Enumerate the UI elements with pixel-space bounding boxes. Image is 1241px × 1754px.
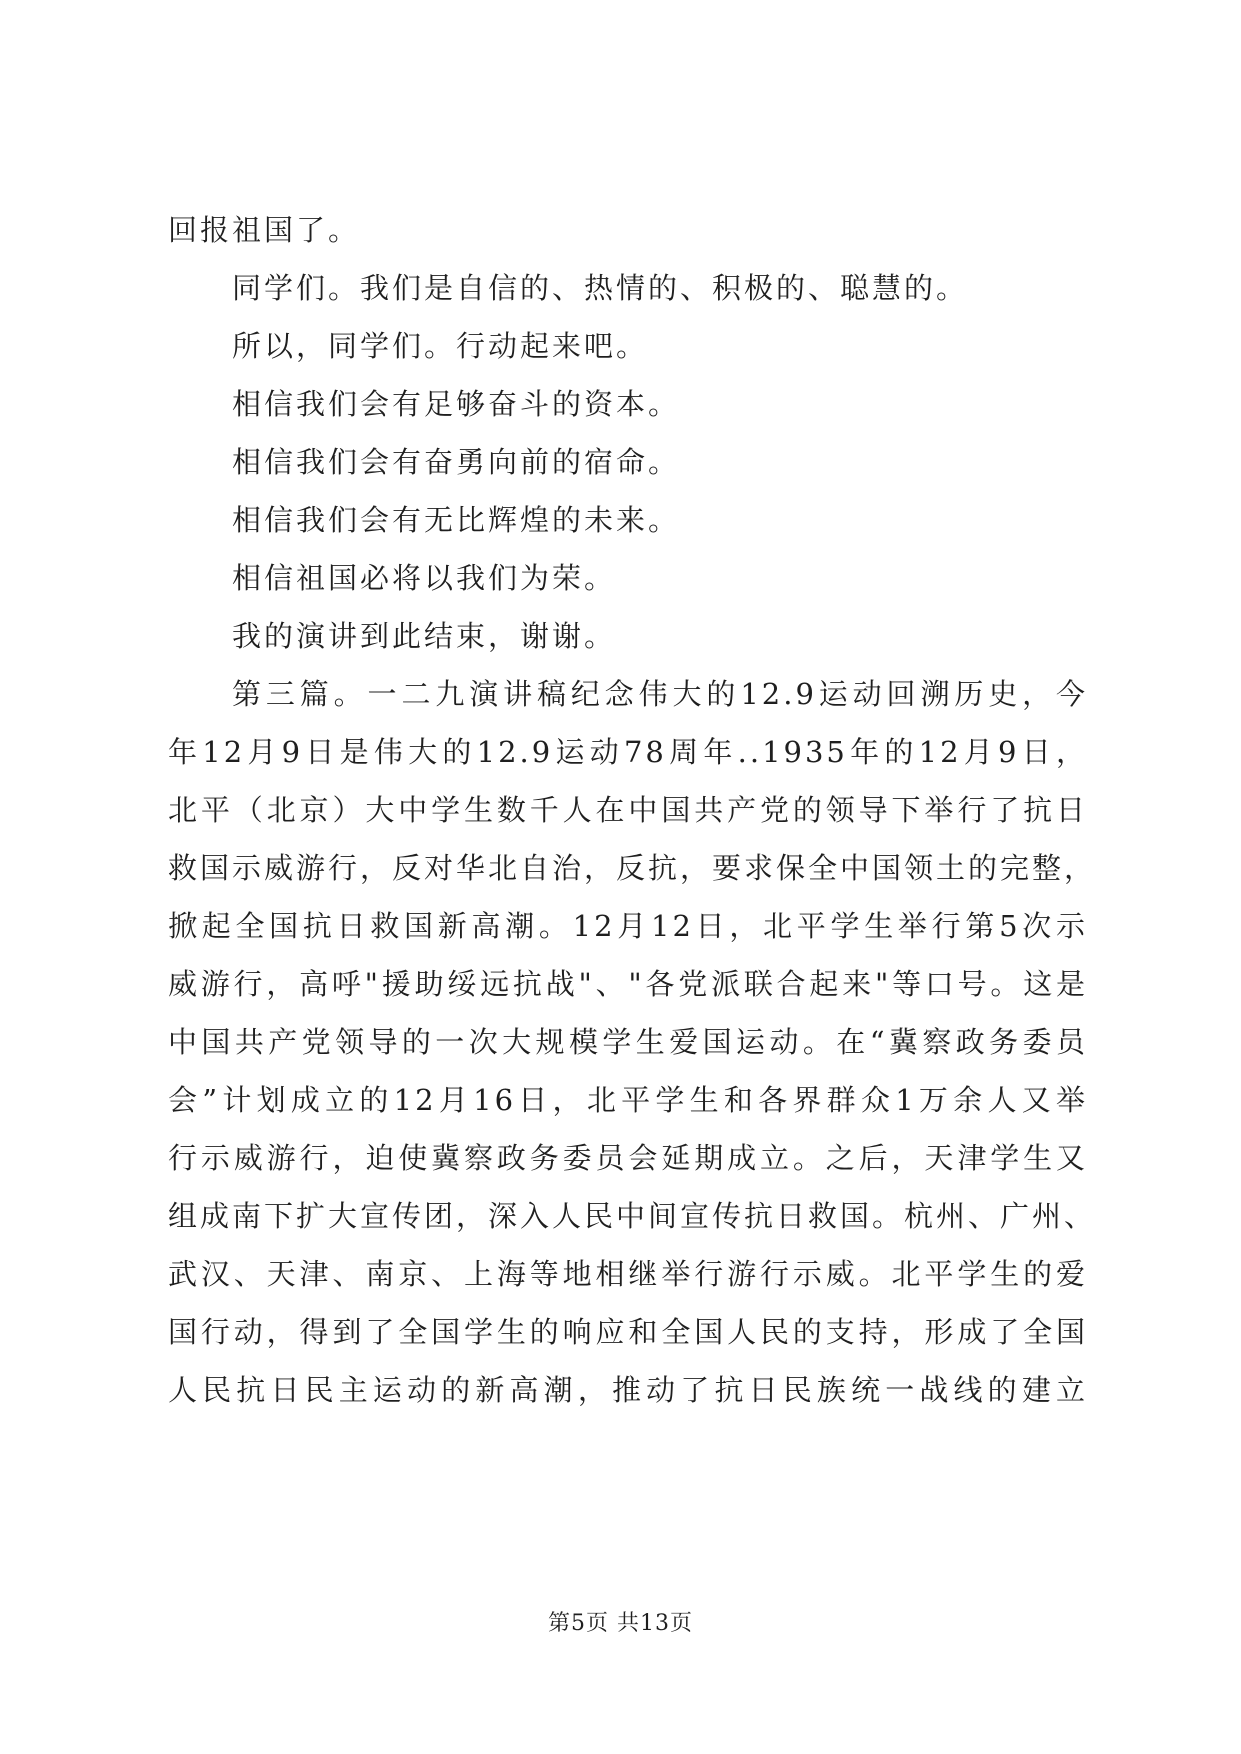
body-line: 北平（北京）大中学生数千人在中国共产党的领导下举行了抗日 (168, 793, 1088, 827)
body-line: 相信祖国必将以我们为荣。 (232, 561, 617, 595)
body-line: 人民抗日民主运动的新高潮，推动了抗日民族统一战线的建立 (168, 1373, 1088, 1407)
body-line: 第三篇。一二九演讲稿纪念伟大的12.9运动回溯历史，今 (232, 677, 1088, 711)
body-line: 会”计划成立的12月16日，北平学生和各界群众1万余人又举 (168, 1083, 1088, 1117)
body-line: 行示威游行，迫使冀察政务委员会延期成立。之后，天津学生又 (168, 1141, 1088, 1175)
body-line: 掀起全国抗日救国新高潮。12月12日，北平学生举行第5次示 (168, 909, 1088, 943)
page-number-footer: 第5页 共13页 (548, 1611, 693, 1636)
body-line: 我的演讲到此结束，谢谢。 (232, 619, 617, 653)
body-line: 相信我们会有足够奋斗的资本。 (232, 387, 681, 421)
body-line: 救国示威游行，反对华北自治，反抗，要求保全中国领土的完整， (168, 851, 1097, 885)
body-line: 组成南下扩大宣传团，深入人民中间宣传抗日救国。杭州、广州、 (168, 1199, 1097, 1233)
body-line: 国行动，得到了全国学生的响应和全国人民的支持，形成了全国 (168, 1315, 1088, 1349)
body-line: 武汉、天津、南京、上海等地相继举行游行示威。北平学生的爱 (168, 1257, 1088, 1291)
body-line: 中国共产党领导的一次大规模学生爱国运动。在“冀察政务委员 (168, 1025, 1088, 1059)
body-line: 所以，同学们。行动起来吧。 (232, 329, 649, 363)
body-line: 威游行，高呼"援助绥远抗战"、"各党派联合起来"等口号。这是 (168, 967, 1088, 1001)
body-line: 相信我们会有奋勇向前的宿命。 (232, 445, 681, 479)
body-line: 相信我们会有无比辉煌的未来。 (232, 503, 681, 537)
body-line: 回报祖国了。 (168, 213, 361, 247)
body-line: 年12月9日是伟大的12.9运动78周年..1935年的12月9日， (168, 735, 1088, 769)
body-line: 同学们。我们是自信的、热情的、积极的、聪慧的。 (232, 271, 969, 305)
